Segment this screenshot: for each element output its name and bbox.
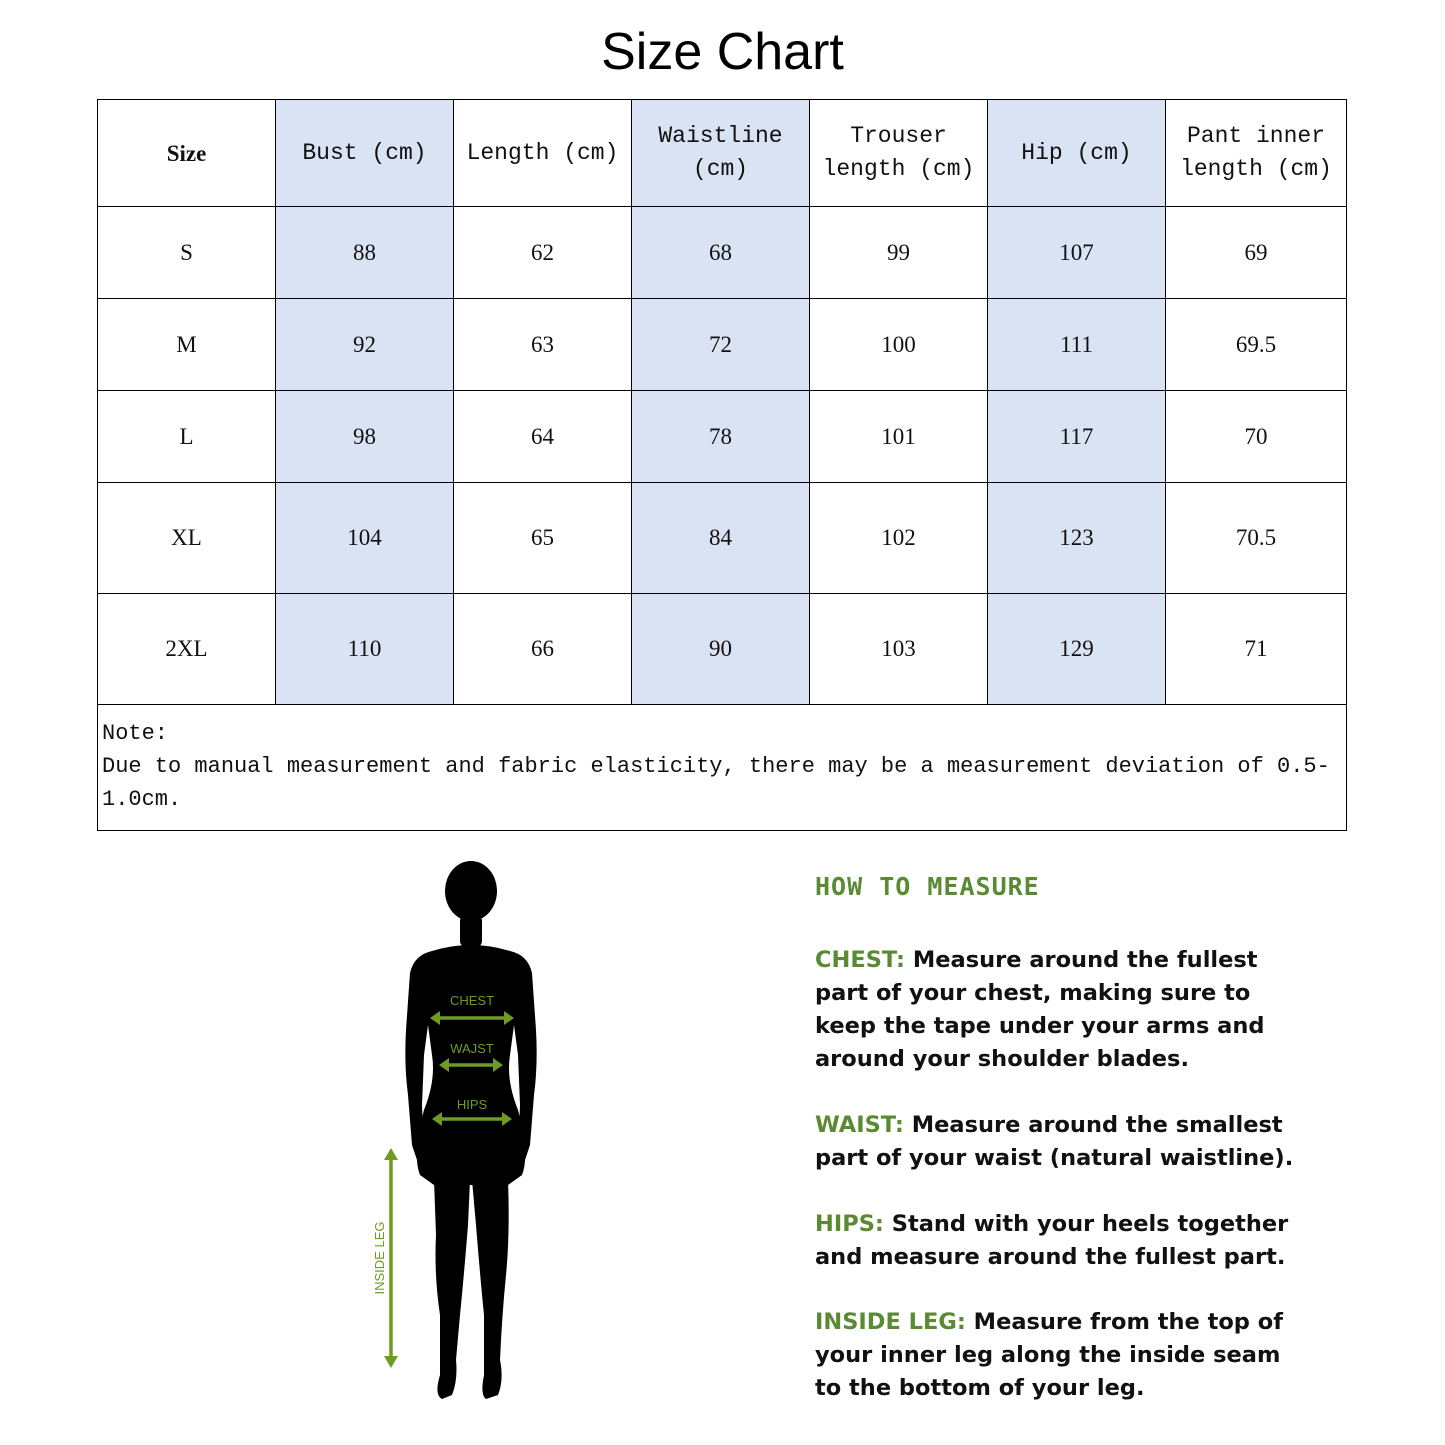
table-row xyxy=(98,594,1347,705)
cell-hip: 129 xyxy=(988,594,1166,705)
cell-pant-inner-length: 70 xyxy=(1166,391,1347,483)
cell-bust: 98 xyxy=(276,391,454,483)
cell-length: 62 xyxy=(454,207,632,299)
column-header-size xyxy=(98,100,276,207)
cell-size: L xyxy=(98,391,276,483)
cell-pant-inner-length: 70.5 xyxy=(1166,483,1347,594)
cell-waistline: 68 xyxy=(632,207,810,299)
waist-label: WAJST xyxy=(450,1041,494,1056)
chest-instruction-label: CHEST: xyxy=(815,947,906,973)
table-row xyxy=(98,207,1347,299)
cell-trouser-length: 99 xyxy=(810,207,988,299)
cell-size: S xyxy=(98,207,276,299)
size-chart-table xyxy=(97,99,1347,831)
cell-waistline: 90 xyxy=(632,594,810,705)
cell-size: XL xyxy=(98,483,276,594)
column-header-bust xyxy=(276,100,454,207)
cell-length: 66 xyxy=(454,594,632,705)
note-row xyxy=(98,705,1347,831)
inside-leg-instruction-text: Measure from the top of your inner leg along the inside seam to the bottom of your leg. xyxy=(815,1309,1283,1401)
inside-leg-label: INSIDE LEG xyxy=(372,1221,387,1295)
cell-hip: 117 xyxy=(988,391,1166,483)
cell-trouser-length: 100 xyxy=(810,299,988,391)
how-to-measure-heading: HOW TO MEASURE xyxy=(815,872,1040,901)
header-text: length (cm) xyxy=(1180,156,1332,182)
header-text: Length (cm) xyxy=(466,139,619,166)
cell-length: 65 xyxy=(454,483,632,594)
body-measurement-figure xyxy=(360,855,560,1415)
cell-hip: 123 xyxy=(988,483,1166,594)
chest-instruction xyxy=(815,944,1295,1076)
cell-pant-inner-length: 69 xyxy=(1166,207,1347,299)
cell-size: M xyxy=(98,299,276,391)
header-text: Trouser xyxy=(850,123,947,149)
cell-trouser-length: 103 xyxy=(810,594,988,705)
cell-bust: 92 xyxy=(276,299,454,391)
column-header-length xyxy=(454,100,632,207)
header-text: Hip (cm) xyxy=(1021,139,1132,166)
hips-instruction xyxy=(815,1208,1295,1274)
table-row xyxy=(98,483,1347,594)
waist-instruction-text: Measure around the smallest part of your waist (natural waistline). xyxy=(815,1112,1294,1171)
inside-leg-instruction xyxy=(815,1306,1295,1405)
cell-pant-inner-length: 69.5 xyxy=(1166,299,1347,391)
chest-instruction-text: Measure around the fullest part of your chest, making sure to keep the tape under your arms and around your shoulder blades. xyxy=(815,947,1265,1072)
table-row xyxy=(98,299,1347,391)
cell-trouser-length: 101 xyxy=(810,391,988,483)
cell-hip: 107 xyxy=(988,207,1166,299)
cell-length: 63 xyxy=(454,299,632,391)
page-title: Size Chart xyxy=(601,23,844,81)
header-text: Pant inner xyxy=(1186,123,1326,149)
note-text: Due to manual measurement and fabric elasticity, there may be a measurement deviation of 0.5-1.0cm. xyxy=(102,754,1330,812)
column-header-trouser-length xyxy=(810,100,988,207)
waist-instruction xyxy=(815,1109,1295,1175)
table-header-row xyxy=(98,100,1347,207)
hips-instruction-text: Stand with your heels together and measure around the fullest part. xyxy=(815,1211,1289,1270)
inside-leg-instruction-label: INSIDE LEG: xyxy=(815,1309,966,1335)
header-text: Size xyxy=(166,140,207,166)
column-header-pant-inner-length xyxy=(1166,100,1347,207)
header-text: Bust (cm) xyxy=(302,139,427,166)
hips-label: HIPS xyxy=(456,1097,488,1112)
table-row xyxy=(98,391,1347,483)
waist-instruction-label: WAIST: xyxy=(815,1112,904,1138)
hips-instruction-label: HIPS: xyxy=(815,1211,884,1237)
body-silhouette-illustration xyxy=(360,855,560,1415)
header-text: Waistline xyxy=(658,123,783,149)
column-header-waistline xyxy=(632,100,810,207)
header-text: (cm) xyxy=(692,156,749,182)
cell-hip: 111 xyxy=(988,299,1166,391)
cell-waistline: 78 xyxy=(632,391,810,483)
cell-bust: 104 xyxy=(276,483,454,594)
cell-waistline: 72 xyxy=(632,299,810,391)
note-cell xyxy=(98,705,1347,831)
chest-label: CHEST xyxy=(449,993,495,1008)
cell-length: 64 xyxy=(454,391,632,483)
cell-size: 2XL xyxy=(98,594,276,705)
header-text: length (cm) xyxy=(822,156,975,182)
column-header-hip xyxy=(988,100,1166,207)
cell-pant-inner-length: 71 xyxy=(1166,594,1347,705)
cell-bust: 110 xyxy=(276,594,454,705)
cell-waistline: 84 xyxy=(632,483,810,594)
cell-trouser-length: 102 xyxy=(810,483,988,594)
note-label: Note: xyxy=(102,721,169,746)
cell-bust: 88 xyxy=(276,207,454,299)
